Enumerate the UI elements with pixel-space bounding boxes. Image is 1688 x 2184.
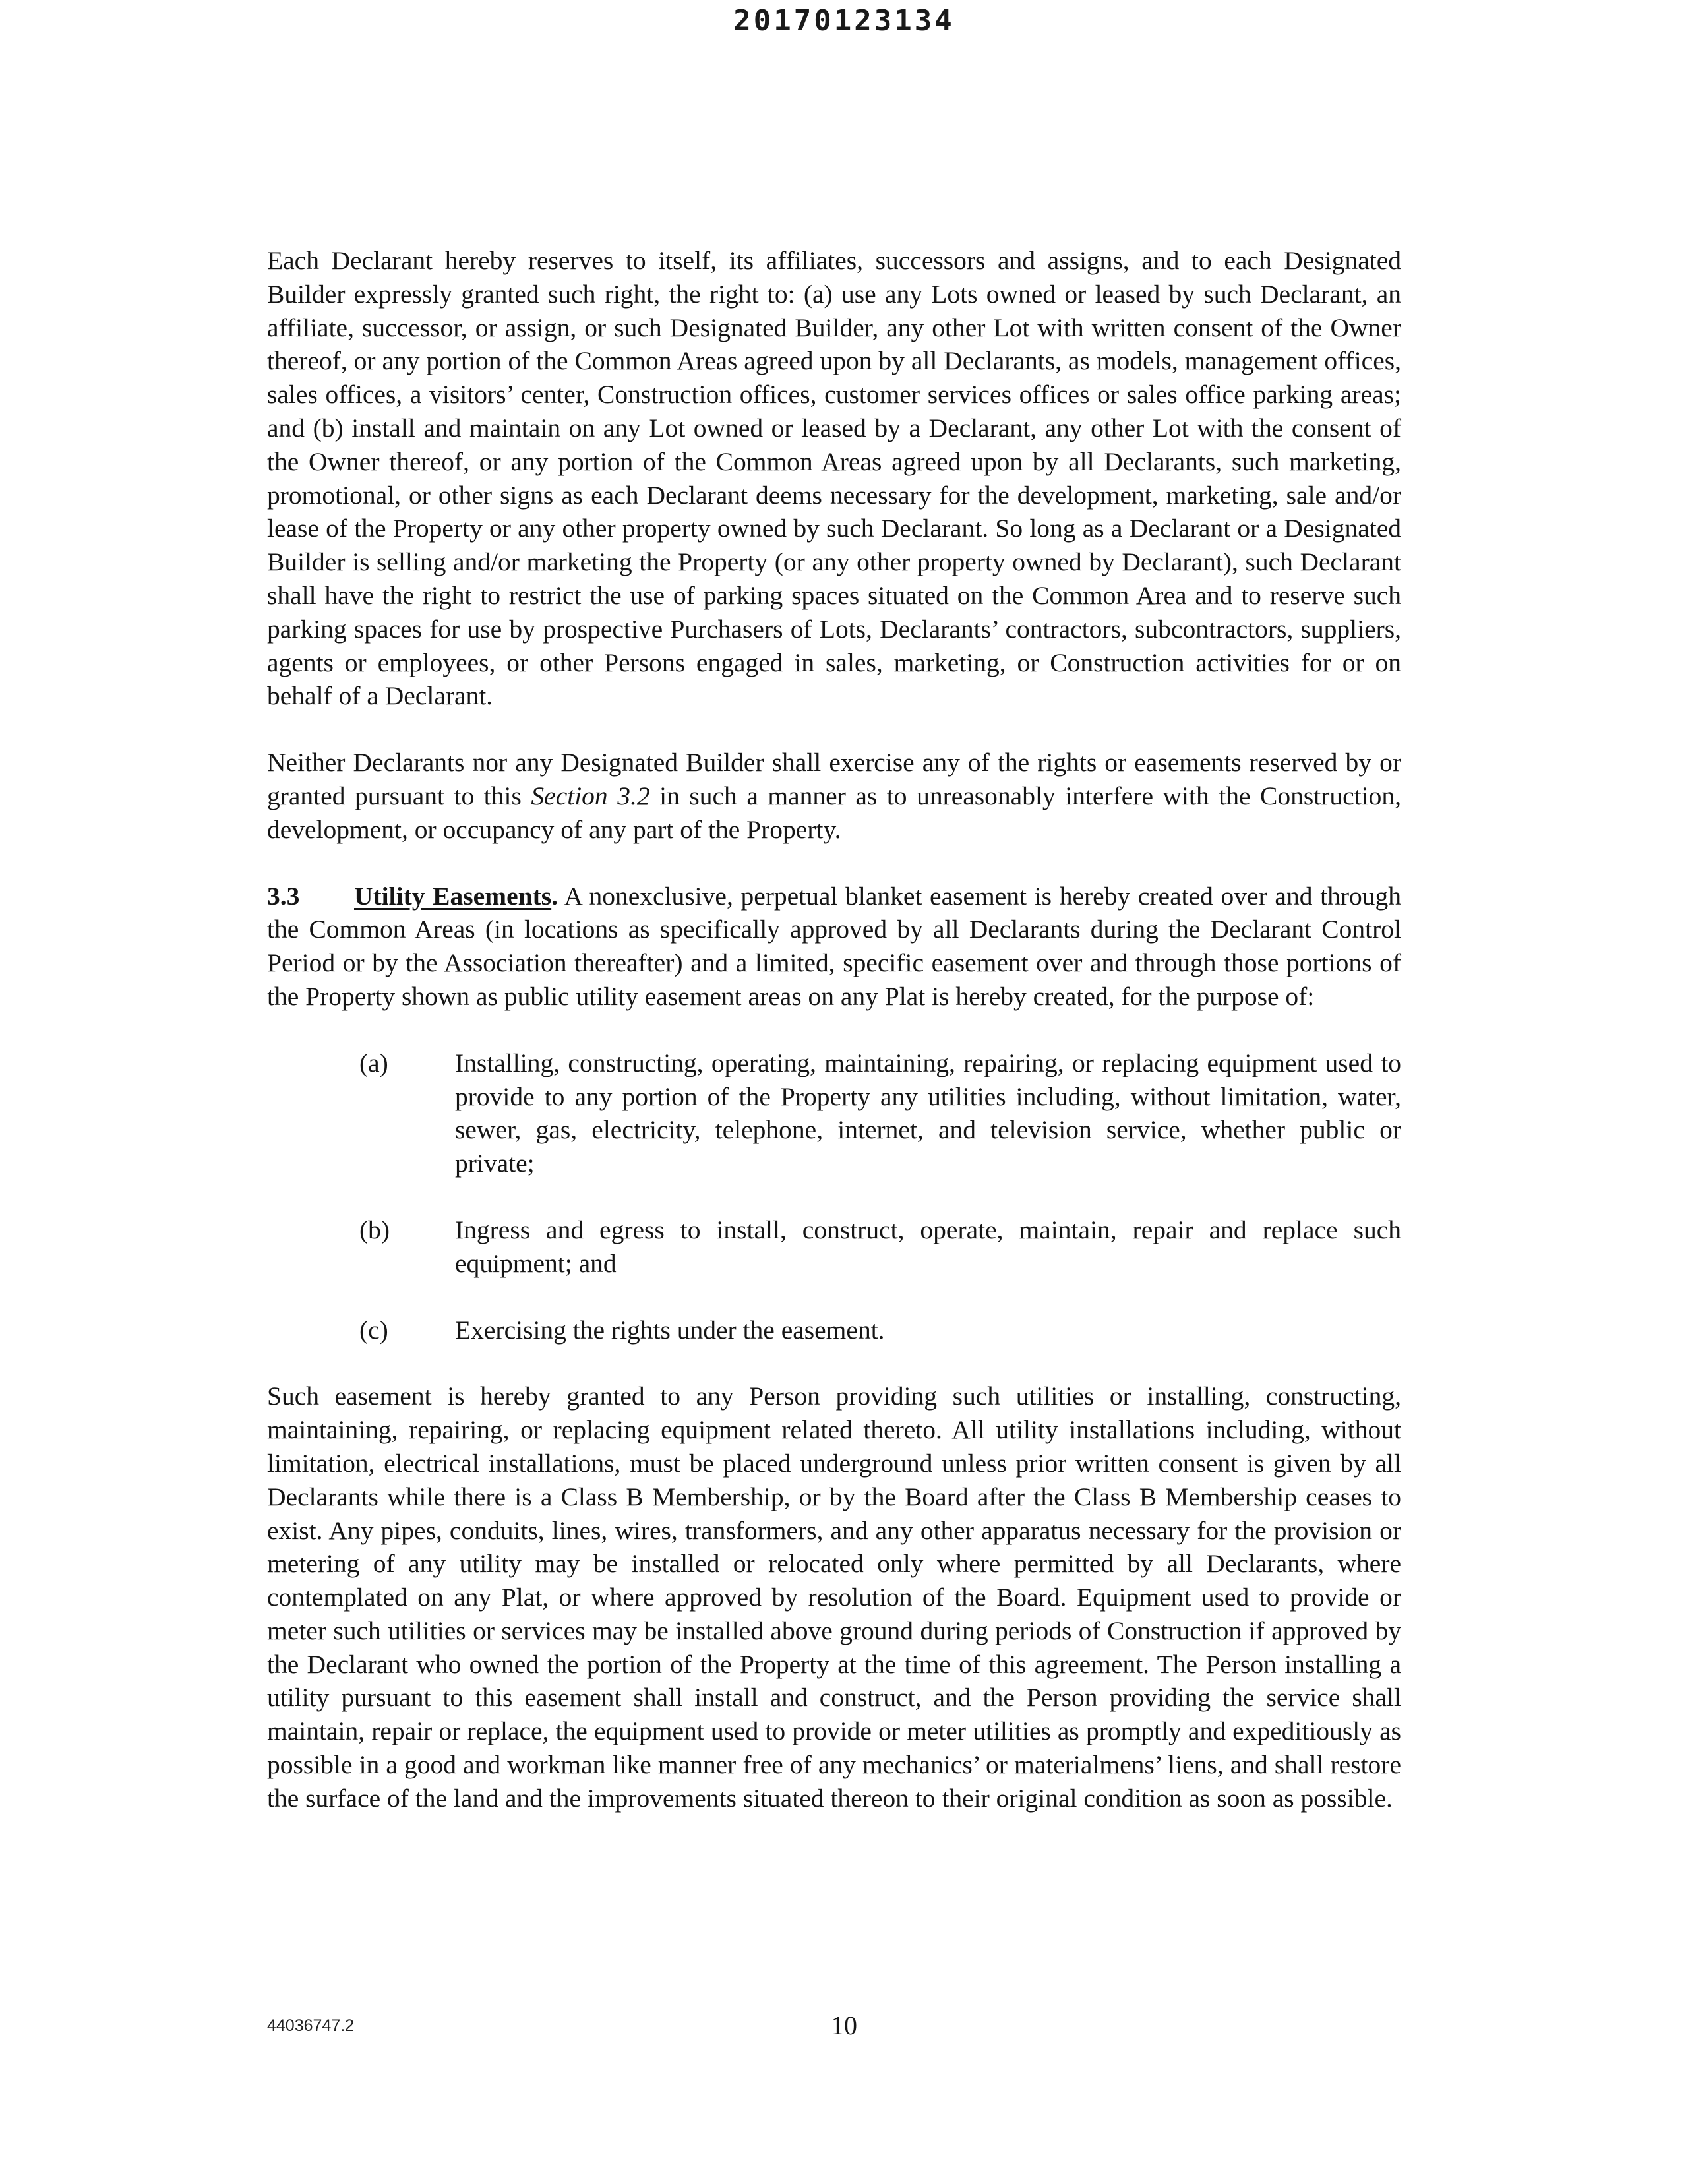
section-reference: Section 3.2 (531, 781, 650, 810)
paragraph-declarant-reservation: Each Declarant hereby reserves to itself, its affiliates, successors and assigns, and to each Designated Builder expressly granted such right, the right to: (a) use any Lots owned or leased by such Declarant, an affiliate, successor, or assign, or such Designated Builder, any other Lot with written consent of the Owner thereof, or any portion of the Common Areas agreed upon by all Declarants, as models, management offices, sales offices, a visitors’ center, Construction offices, customer services offices or sales office parking areas; and (b) install and maintain on any Lot owned or leased by a Declarant, any other Lot with the consent of the Owner thereof, or any portion of the Common Areas agreed upon by all Declarants, such marketing, promotional, or other signs as each Declarant deems necessary for the development, marketing, sale and/or lease of the Property or any other property owned by such Declarant. So long as a Declarant or a Designated Builder is selling and/or marketing the Property (or any other property owned by Declarant), such Declarant shall have the right to restrict the use of parking spaces situated on the Common Area and to reserve such parking spaces for use by prospective Purchasers of Lots, Declarants’ contractors, subcontractors, suppliers, agents or employees, or other Persons engaged in sales, marketing, or Construction activities for or on behalf of a Declarant. (267, 246, 1401, 711)
recording-number: 20170123134 (733, 4, 955, 38)
section-title-period: . (551, 881, 558, 911)
page-number: 10 (831, 2011, 857, 2040)
paragraph-text-start: Neither Declarants nor any Designated Builder shall exercise any of the rights or easements reserved by or granted pursuant to this (267, 748, 1401, 810)
list-item-text: Ingress and egress to install, construct, operate, maintain, repair and replace such equipment; and (455, 1215, 1401, 1278)
list-item-text: Exercising the rights under the easement. (455, 1315, 885, 1345)
paragraph-exercise-limitation (267, 746, 1401, 846)
section-text: A nonexclusive, perpetual blanket easement is hereby created over and through the Common Areas (in locations as specifically approved by all Declarants during the Declarant Control Period or by the Association thereafter) and a limited, specific easement over and through those portions of the Property shown as public utility easement areas on any Plat is hereby created, for the purpose of: (267, 881, 1401, 1011)
footer-document-id: 44036747.2 (267, 2017, 355, 2035)
section-utility-easements (267, 880, 1401, 1014)
list-item-label: (b) (359, 1215, 390, 1244)
paragraph-easement-grant: Such easement is hereby granted to any Person providing such utilities or installing, constructing, maintaining, repairing, or replacing equipment related thereto. All utility installations including, without limitation, electrical installations, must be placed underground unless prior written consent is given by all Declarants while there is a Class B Membership, or by the Board after the Class B Membership ceases to exist. Any pipes, conduits, lines, wires, transformers, and any other apparatus necessary for the provision or metering of any utility may be installed or relocated only where permitted by all Declarants, where contemplated on any Plat, or where approved by resolution of the Board. Equipment used to provide or meter such utilities or services may be installed above ground during periods of Construction if approved by the Declarant who owned the portion of the Property at the time of this agreement. The Person installing a utility pursuant to this easement shall install and construct, and the Person providing the service shall maintain, repair or replace, the equipment used to provide or meter utilities as promptly and expeditiously as possible in a good and workman like manner free of any mechanics’ or materialmens’ liens, and shall restore the surface of the land and the improvements situated thereon to their original condition as soon as possible. (267, 1381, 1401, 1813)
document-body (267, 244, 1401, 1815)
list-item-label: (c) (359, 1315, 388, 1345)
list-item (267, 1046, 1401, 1180)
list-item (267, 1213, 1401, 1281)
list-item-text: Installing, constructing, operating, maintaining, repairing, or replacing equipment used to provide to any portion of the Property any utilities including, without limitation, water, sewer, gas, electricity, telephone, internet, and television service, whether public or private; (455, 1048, 1401, 1178)
list-item-label: (a) (359, 1048, 388, 1077)
list-item (267, 1314, 1401, 1347)
paragraph-text-end: in such a manner as to unreasonably interfere with the Construction, development, or occupancy of any part of the Property. (267, 781, 1402, 844)
section-number: 3.3 (267, 881, 300, 911)
section-title: Utility Easements (354, 881, 552, 911)
